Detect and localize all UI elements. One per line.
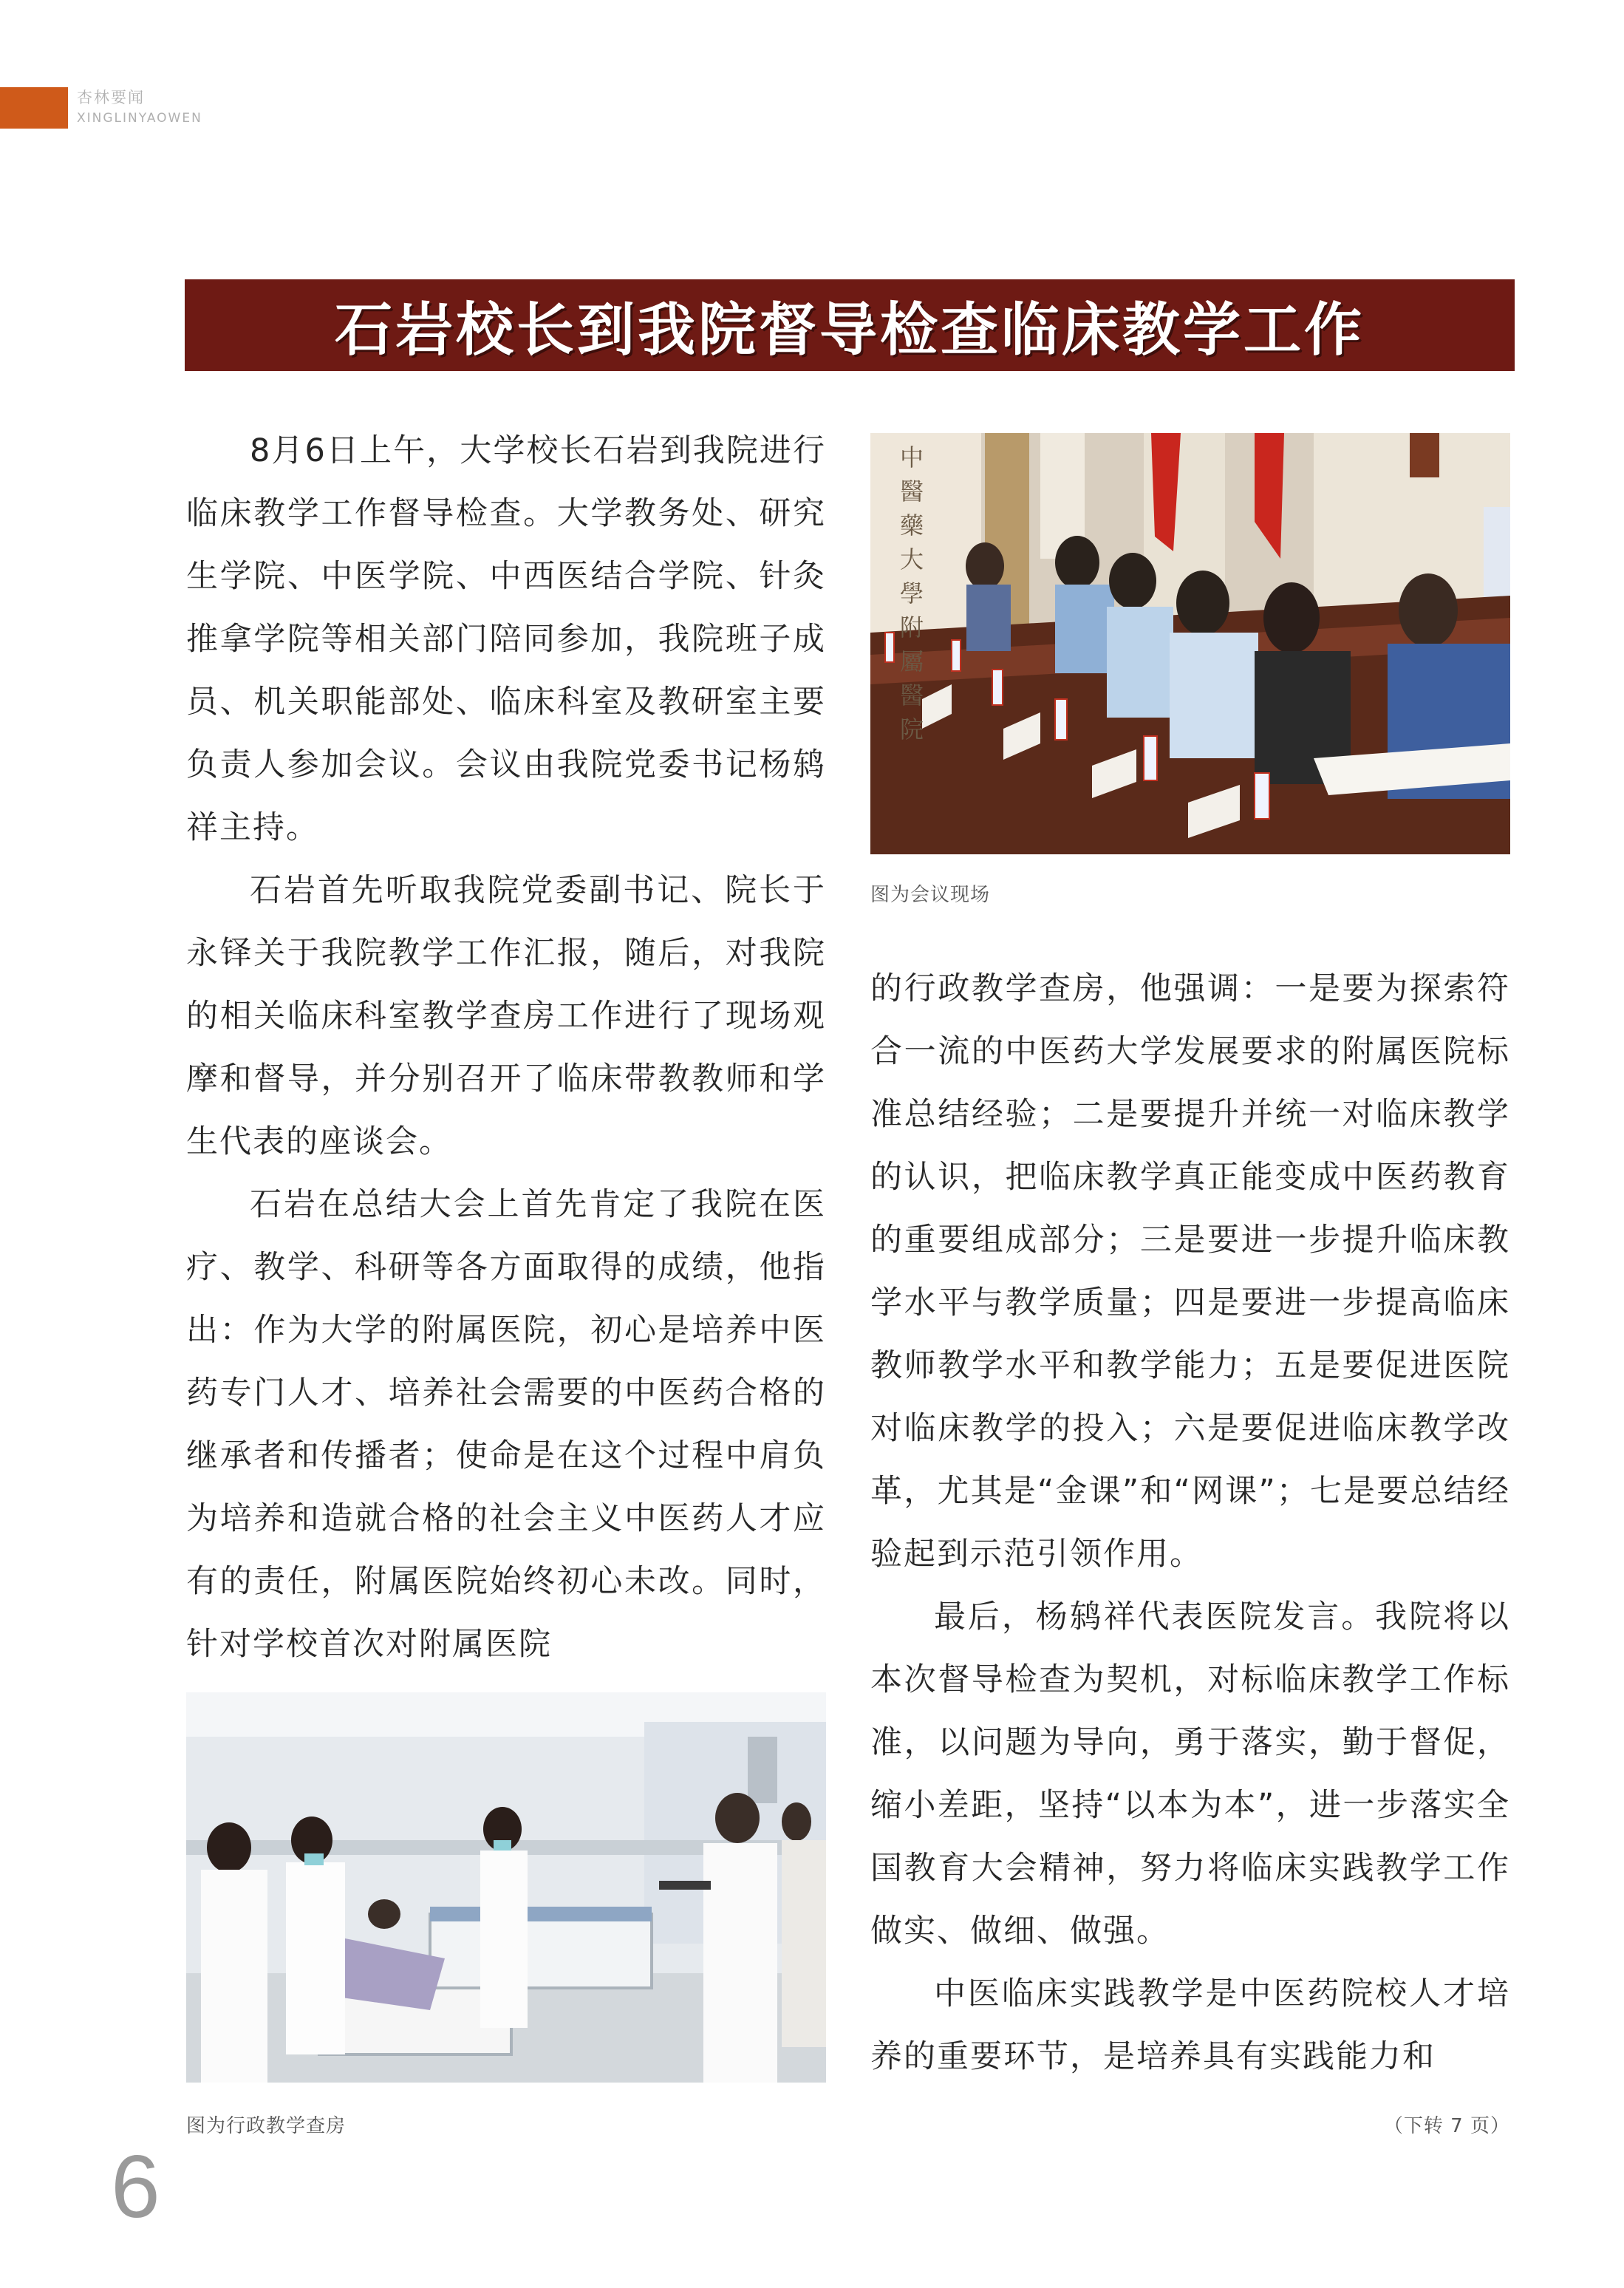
continue-note: （下转 7 页） bbox=[1383, 2115, 1510, 2137]
section-name: 杏林要闻 bbox=[77, 89, 145, 106]
paragraph: 的行政教学查房，他强调：一是要为探索符合一流的中医药大学发展要求的附属医院标准总结经验；二是要提升并统一对临床教学的认识，把临床教学真正能变成中医药教育的重要组成部分；三是要进一步提升临床教学水平与教学质量；四是要进一步提高临床教师教学水平和教学能力；五是要促进医院对临床教学的投入；六是要促进临床教学改革，尤其是“金课”和“网课”；七是要总结经验起到示范引领作用。 bbox=[870, 970, 1510, 1573]
right-column bbox=[870, 958, 1510, 2088]
article-title: 石岩校长到我院督导检查临床教学工作 bbox=[334, 296, 1365, 364]
page-number: 6 bbox=[111, 2137, 160, 2236]
photo-caption: 图为会议现场 bbox=[870, 884, 991, 906]
photo-caption: 图为行政教学查房 bbox=[186, 2115, 347, 2137]
section-color-block bbox=[0, 87, 68, 129]
paragraph: 石岩首先听取我院党委副书记、院长于永铎关于我院教学工作汇报，随后，对我院的相关临床科室教学查房工作进行了现场观摩和督导，并分别召开了临床带教教师和学生代表的座谈会。 bbox=[186, 872, 826, 1160]
paragraph: 石岩在总结大会上首先肯定了我院在医疗、教学、科研等各方面取得的成绩，他指出：作为大学的附属医院，初心是培养中医药专门人才、培养社会需要的中医药合格的继承者和传播者；使命是在这个过程中肩负为培养和造就合格的社会主义中医药人才应有的责任，附属医院始终初心未改。同时，针对学校首次对附属医院 bbox=[186, 1186, 826, 1663]
paragraph: 8月6日上午，大学校长石岩到我院进行临床教学工作督导检查。大学教务处、研究生学院、中医学院、中西医结合学院、针灸推拿学院等相关部门陪同参加，我院班子成员、机关职能部处、临床科室及教研室主要负责人参加会议。会议由我院党委书记杨鸫祥主持。 bbox=[186, 432, 826, 846]
title-bar bbox=[185, 279, 1515, 371]
ward-round-photo bbox=[186, 1692, 826, 2083]
section-name-pinyin: XINGLINYAOWEN bbox=[77, 111, 202, 126]
paragraph: 最后，杨鸫祥代表医院发言。我院将以本次督导检查为契机，对标临床教学工作标准，以问题为导向，勇于落实，勤于督促，缩小差距，坚持“以本为本”，进一步落实全国教育大会精神，努力将临床实践教学工作做实、做细、做强。 bbox=[870, 1598, 1510, 1950]
paragraph: 中医临床实践教学是中医药院校人才培养的重要环节，是培养具有实践能力和 bbox=[870, 1975, 1510, 2075]
meeting-photo bbox=[870, 433, 1510, 854]
left-column bbox=[186, 420, 826, 1676]
photo-meeting-sign: 中醫藥大學附屬醫院 bbox=[900, 443, 924, 743]
